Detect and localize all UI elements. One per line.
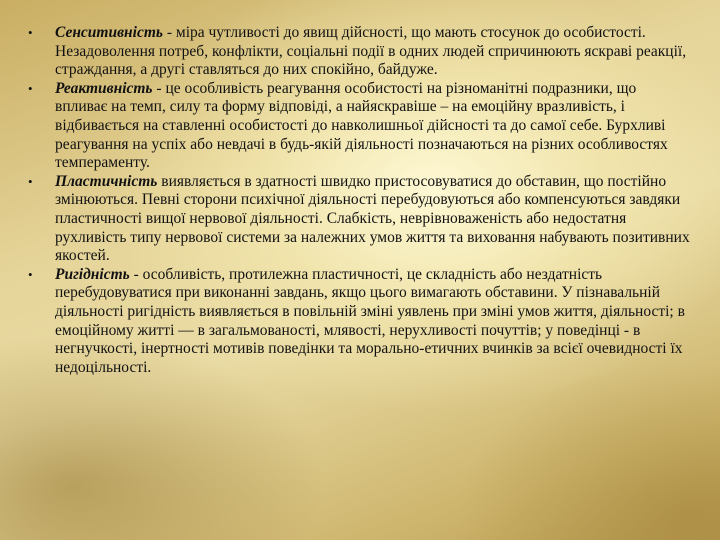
list-item-rigidity	[26, 266, 692, 378]
bullet-icon: •	[28, 80, 33, 96]
list-item-reactivity	[26, 80, 692, 173]
definition-reactivity: - це особливість реагування особистості на різноманітні подразники, що впливає на темп, силу та форму відповіді, а найяскравіше – на емоційну вразливість, і відбивається на ставленні особистості до навколишньої дійсності та до самої себе. Бурхливі реагування на успіх або невдачі в будь-якій діяльності позначаються на різних особливостях темпераменту.	[55, 79, 668, 172]
list-item-sensitivity	[26, 24, 692, 80]
term-reactivity: Реактивність	[55, 79, 153, 97]
term-plasticity: Пластичність	[55, 172, 158, 190]
term-sensitivity: Сенситивність	[55, 24, 163, 41]
definition-sensitivity: - міра чутливості до явищ дійсності, що мають стосунок до особистості. Незадоволення потреб, конфлікти, соціальні події в одних людей спричинюють яскраві реакції, страждання, а другі ставляться до них спокійно, байдуже.	[55, 24, 687, 79]
term-rigidity: Ригідність	[55, 265, 130, 283]
bullet-list	[26, 24, 692, 377]
list-item-plasticity	[26, 173, 692, 266]
definition-rigidity: - особливість, протилежна пластичності, це складність або нездатність перебудовуватися при виконанні завдань, якщо цього вимагають обставини. У пізнавальній діяльності ригідність виявляється в повільній зміні уявлень при зміні умов життя, діяльності; в емоційному житті — в загальмованості, млявості, нерухливості почуттів; у поведінці - в негнучкості, інертності мотивів поведінки та морально-етичних вчинків за всієї очевидності їх недоцільності.	[55, 265, 685, 376]
bullet-icon: •	[28, 173, 33, 189]
bullet-icon: •	[28, 25, 33, 40]
bullet-icon: •	[28, 266, 33, 282]
definition-plasticity: виявляється в здатності швидко пристосовуватися до обставин, що постійно змінюються. Певні сторони психічної діяльності перебудовуються або компенсуються завдяки пластичності вищої нервової діяльності. Слабкість, неврівноваженість або недостатня рухливість типу нервової системи за належних умов життя та виховання набувають позитивних якостей.	[55, 172, 690, 265]
